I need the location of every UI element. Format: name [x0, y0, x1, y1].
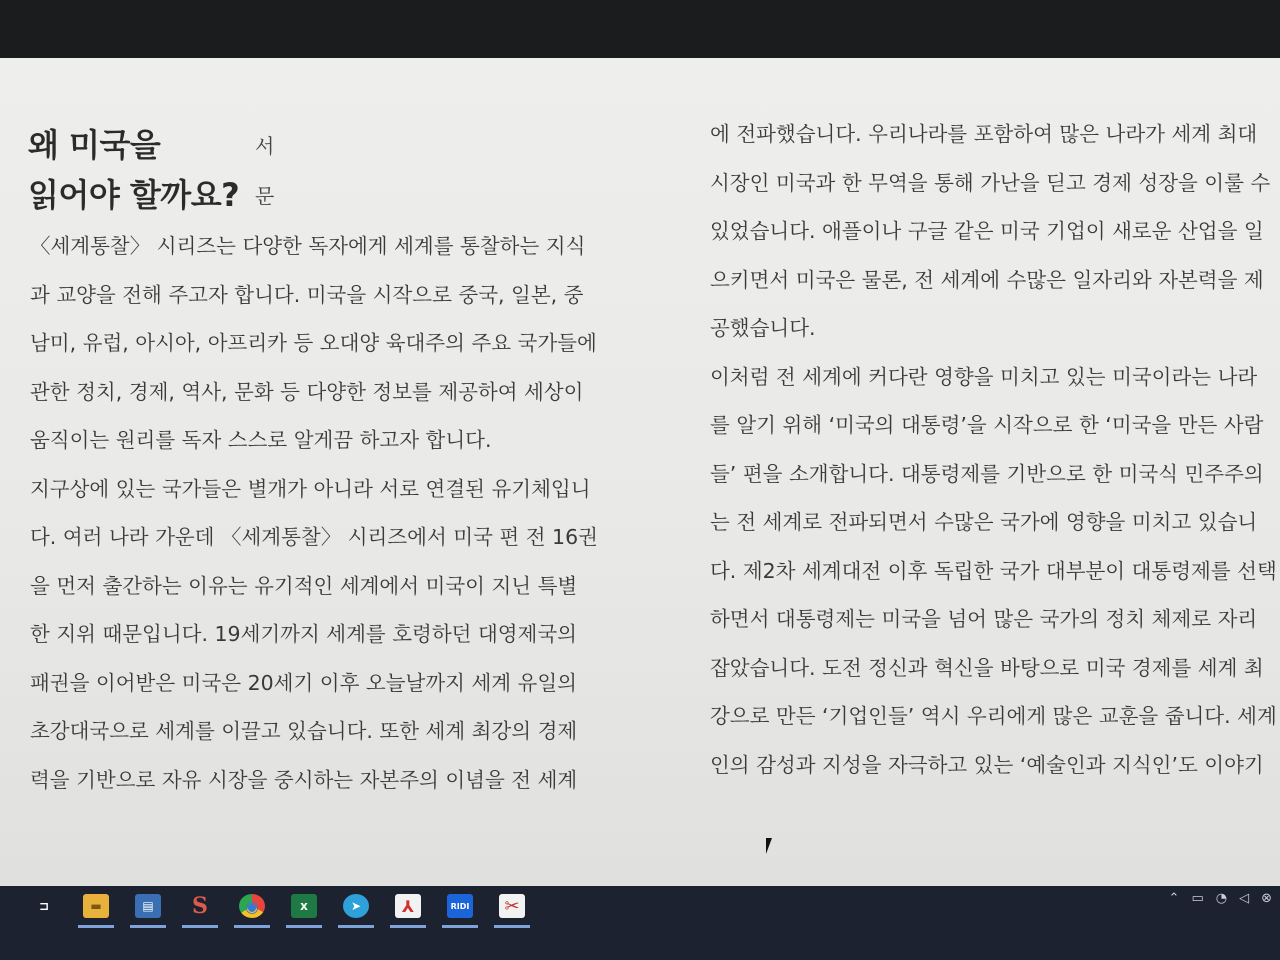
text-line: 를 알기 위해 ‘미국의 대통령’을 시작으로 한 ‘미국을 만든 사람 — [710, 413, 1264, 437]
text-line: 다. 제2차 세계대전 이후 독립한 국가 대부분이 대통령제를 선택 — [710, 558, 1277, 583]
text-line: 으키면서 미국은 물론, 전 세계에 수많은 일자리와 자본력을 제 — [710, 267, 1264, 292]
taskbar — [0, 886, 1280, 960]
text-line: 남미, 유럽, 아시아, 아프리카 등 오대양 육대주의 주요 국가들에 — [30, 331, 597, 355]
running-indicator — [442, 925, 478, 928]
ebook-page[interactable] — [0, 58, 1280, 886]
right-text-column — [710, 110, 1277, 789]
chapter-title-line2: 읽어야 할까요? — [28, 176, 240, 214]
running-indicator — [234, 925, 270, 928]
tray-chevron-icon[interactable]: ⌃ — [1168, 890, 1180, 906]
mouse-pointer-icon — [766, 838, 778, 854]
chapter-title — [28, 120, 239, 220]
text-line: 을 먼저 출간하는 이유는 유기적인 세계에서 미국이 지닌 특별 — [30, 573, 578, 598]
running-indicator — [130, 925, 166, 928]
file-explorer-icon[interactable]: ▬ — [76, 890, 116, 922]
text-line: 시장인 미국과 한 무역을 통해 가난을 딛고 경제 성장을 이룰 수 — [710, 170, 1271, 195]
acrobat-icon[interactable]: ⅄ — [388, 890, 428, 922]
text-line: 있었습니다. 애플이나 구글 같은 미국 기업이 새로운 산업을 일 — [710, 219, 1264, 243]
running-indicator — [78, 925, 114, 928]
scanner-app-icon[interactable]: ▤ — [128, 890, 168, 922]
text-line: 이처럼 전 세계에 커다란 영향을 미치고 있는 미국이라는 나라 — [710, 364, 1258, 389]
volume-icon[interactable]: ◁ — [1239, 890, 1250, 906]
s-app-icon[interactable]: S — [180, 890, 220, 922]
text-line: 력을 기반으로 자유 시장을 중시하는 자본주의 이념을 전 세계 — [30, 767, 578, 792]
running-indicator — [338, 925, 374, 928]
running-indicator — [182, 925, 218, 928]
text-line: 에 전파했습니다. 우리나라를 포함하여 많은 나라가 세계 최대 — [710, 122, 1258, 146]
text-line: 인의 감성과 지성을 자극하고 있는 ‘예술인과 지식인’도 이야기 — [710, 752, 1264, 777]
running-indicator — [494, 925, 530, 928]
text-line: 잡았습니다. 도전 정신과 혁신을 바탕으로 미국 경제를 세계 최 — [710, 655, 1264, 680]
text-line: 움직이는 원리를 독자 스스로 알게끔 하고자 합니다. — [30, 428, 492, 452]
monitor-bezel — [0, 0, 1280, 58]
text-line: 들’ 편을 소개합니다. 대통령제를 기반으로 한 미국식 민주주의 — [710, 461, 1264, 486]
task-view-icon[interactable]: ⊐ — [38, 899, 50, 913]
text-line: 초강대국으로 세계를 이끌고 있습니다. 또한 세계 최강의 경제 — [30, 719, 578, 743]
telegram-icon[interactable]: ➤ — [336, 890, 376, 922]
section-label-char2: 문 — [255, 184, 275, 208]
ridi-icon[interactable]: RIDI — [440, 890, 480, 922]
snipping-tool-icon[interactable]: ✂ — [492, 890, 532, 922]
chapter-title-line1: 왜 미국을 — [28, 126, 161, 164]
running-indicator — [286, 925, 322, 928]
text-line: 한 지위 때문입니다. 19세기까지 세계를 호령하던 대영제국의 — [30, 622, 577, 646]
text-line: 패권을 이어받은 미국은 20세기 이후 오늘날까지 세계 유일의 — [30, 670, 577, 695]
battery-icon[interactable]: ▭ — [1191, 890, 1204, 906]
text-line: 하면서 대통령제는 미국을 넘어 많은 국가의 정치 체제로 자리 — [710, 607, 1258, 631]
text-line: 지구상에 있는 국가들은 별개가 아니라 서로 연결된 유기체입니 — [30, 476, 591, 501]
text-line: 강으로 만든 ‘기업인들’ 역시 우리에게 많은 교훈을 줍니다. 세계 — [710, 704, 1277, 728]
system-tray — [1169, 886, 1272, 910]
text-line: 〈세계통찰〉 시리즈는 다양한 독자에게 세계를 통찰하는 지식 — [30, 234, 586, 258]
text-line: 는 전 세계로 전파되면서 수많은 국가에 영향을 미치고 있습니 — [710, 510, 1258, 534]
text-line: 관한 정치, 경제, 역사, 문화 등 다양한 정보를 제공하여 세상이 — [30, 379, 584, 404]
text-line: 다. 여러 나라 가운데 〈세계통찰〉 시리즈에서 미국 편 전 16권 — [30, 525, 598, 549]
running-indicator — [390, 925, 426, 928]
chrome-icon[interactable]: ◉ — [232, 890, 272, 922]
excel-icon[interactable]: x — [284, 890, 324, 922]
text-line: 과 교양을 전해 주고자 합니다. 미국을 시작으로 중국, 일본, 중 — [30, 282, 584, 307]
section-label-char1: 서 — [255, 134, 275, 158]
left-text-column — [30, 222, 598, 804]
notification-icon[interactable]: ⊗ — [1261, 890, 1272, 906]
wifi-icon[interactable]: ◔ — [1215, 890, 1228, 906]
text-line: 공했습니다. — [710, 316, 816, 340]
